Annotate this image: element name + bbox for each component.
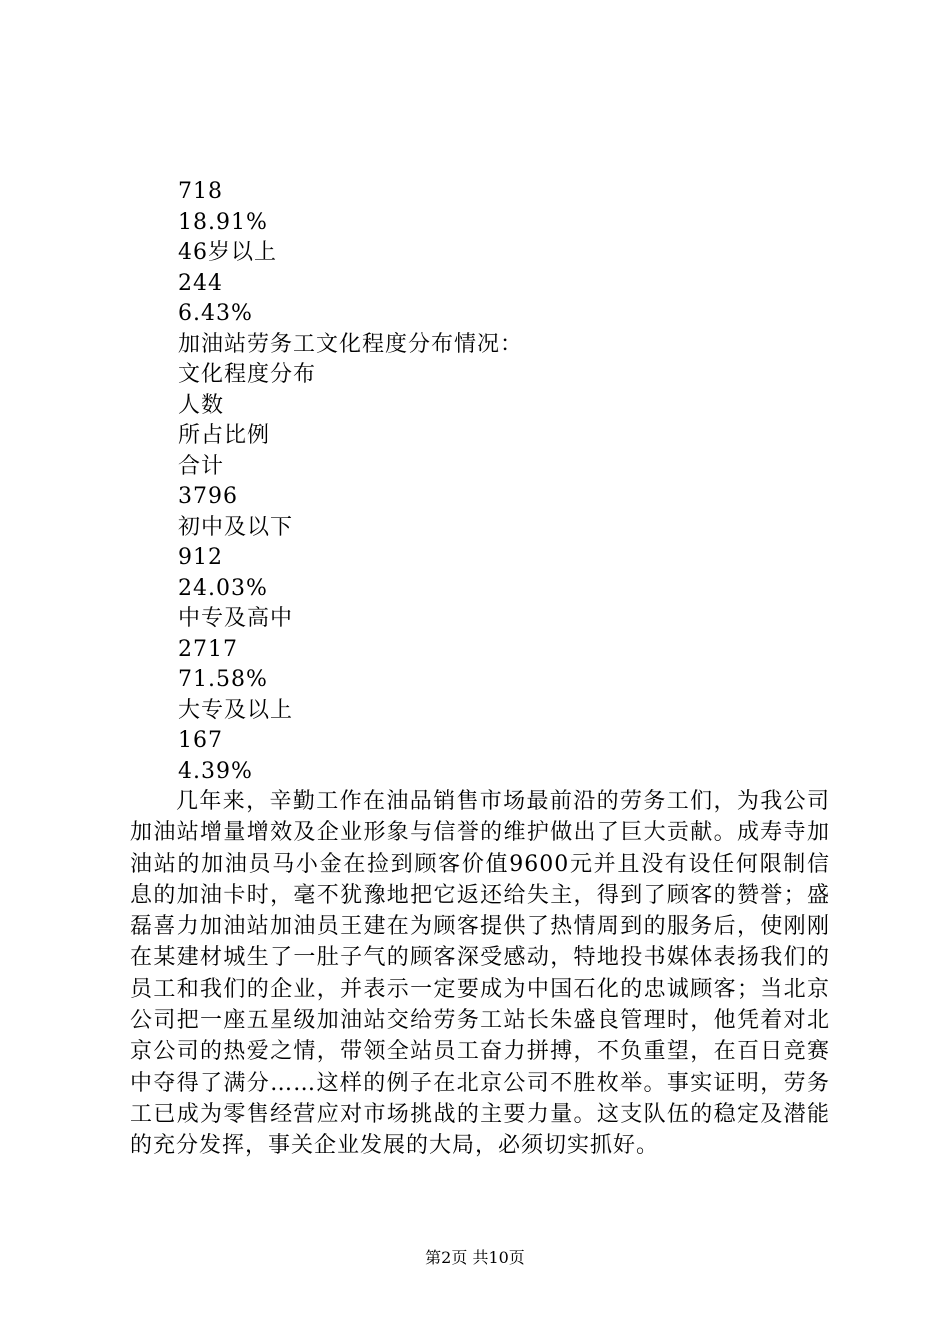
line-item: 中专及高中 xyxy=(178,606,294,631)
line-item: 71.58% xyxy=(178,667,268,692)
line-item: 24.03% xyxy=(178,575,268,601)
line-item: 3796 xyxy=(178,484,238,509)
data-line-list xyxy=(178,177,818,787)
line-item: 912 xyxy=(178,545,223,570)
line-item: 合计 xyxy=(178,453,225,479)
line-item: 大专及以上 xyxy=(178,697,294,723)
body-paragraph: 几年来，辛勤工作在油品销售市场最前沿的劳务工们，为我公司加油站增量增效及企业形象与信誉的维护做出了巨大贡献。成寿寺加油站的加油员马小金在捡到顾客价值9600元并且没有设任何限制信息的加油卡时，毫不犹豫地把它返还给失主，得到了顾客的赞誉；盛磊喜力加油站加油员王建在为顾客提供了热情周到的服务后，使刚刚在某建材城生了一肚子气的顾客深受感动，特地投书媒体表扬我们的员工和我们的企业，并表示一定要成为中国石化的忠诚顾客；当北京公司把一座五星级加油站交给劳务工站长朱盛良管理时，他凭着对北京公司的热爱之情，带领全站员工奋力拼搏，不负重望，在百日竞赛中夺得了满分……这样的例子在北京公司不胜枚举。事实证明，劳务工已成为零售经营应对市场挑战的主要力量。这支队伍的稳定及潜能的充分发挥，事关企业发展的大局，必须切实抓好。 xyxy=(130,789,830,1159)
page-footer: 第2页 共10页 xyxy=(425,1248,525,1267)
line-item: 4.39% xyxy=(178,758,253,784)
line-item: 167 xyxy=(178,728,223,753)
line-item: 6.43% xyxy=(178,301,253,326)
line-item: 244 xyxy=(178,270,223,296)
section-heading: 加油站劳务工文化程度分布情况： xyxy=(178,331,524,357)
line-item: 18.91% xyxy=(178,209,268,235)
line-item: 初中及以下 xyxy=(178,514,294,540)
line-item: 718 xyxy=(178,179,223,204)
line-item: 2717 xyxy=(178,636,238,662)
line-item: 46岁以上 xyxy=(178,240,277,265)
line-item: 文化程度分布 xyxy=(178,362,317,387)
line-item: 人数 xyxy=(178,392,225,418)
line-item: 所占比例 xyxy=(178,423,271,448)
